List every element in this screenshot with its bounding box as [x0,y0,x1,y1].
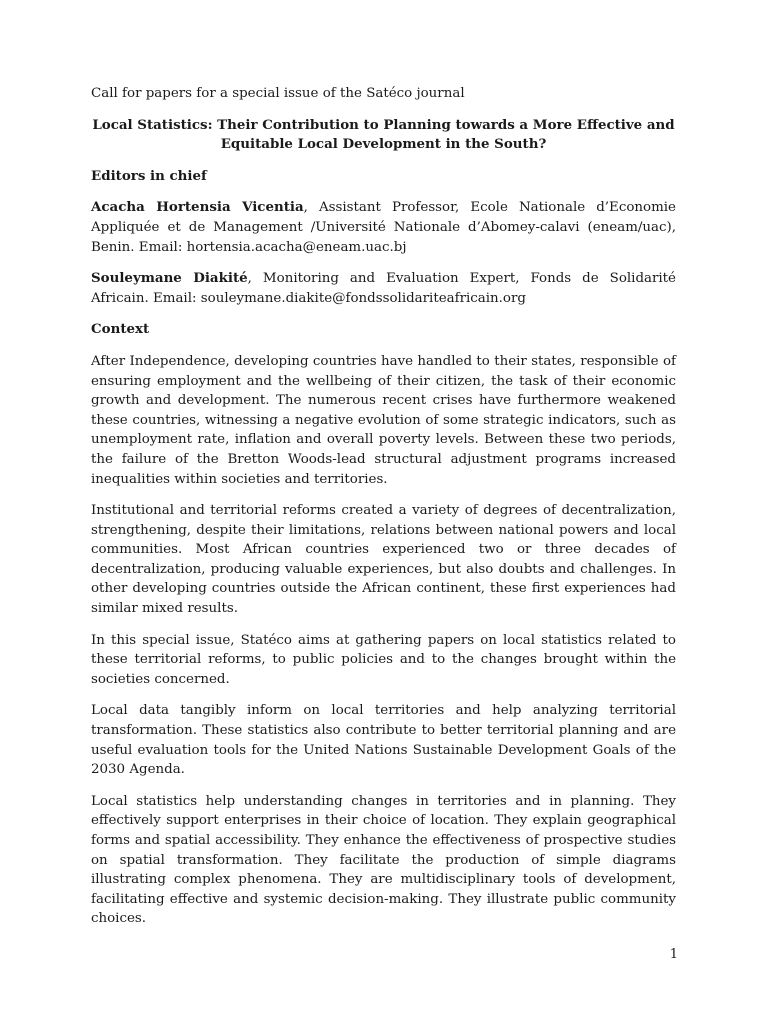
page-number: 1 [669,947,678,962]
editors-heading: Editors in chief [91,167,207,184]
title-line-1: Local Statistics: Their Contribution to Planning towards a More Effective and [92,116,675,133]
editor-name-2: Souleymane Diakité [91,270,248,287]
title-line-2: Equitable Local Development in the South? [220,136,547,153]
editor-details-2: , Monitoring and Evaluation Expert, Fonds de Solidarité Africain. Email: souleymane.diakite@fondssolidariteafricain.org [91,271,676,306]
document-page [91,84,676,941]
paragraph-3: In this special issue, Statéco aims at gathering papers on local statistics related to these territorial reforms, to public policies and to the changes brought within the societies concerned. [91,632,676,687]
document-title [91,116,676,155]
intro-line: Call for papers for a special issue of the Satéco journal [91,86,465,101]
editor-entry-1 [91,198,676,257]
paragraph-4: Local data tangibly inform on local territories and help analyzing territorial transformation. These statistics also contribute to better territorial planning and are useful evaluation tools for the United Nations Sustainable Development Goals of the 2030 Agenda. [91,703,676,778]
paragraph-5: Local statistics help understanding changes in territories and in planning. They effectively support enterprises in their choice of location. They explain geographical forms and spatial accessibility. They enhance the effectiveness of prospective studies on spatial transformation. They facilitate the production of simple diagrams illustrating complex phenomena. They are multidisciplinary tools of development, facilitating effective and systemic decision-making. They illustrate public community choices. [91,793,676,927]
paragraph-2: Institutional and territorial reforms created a variety of degrees of decentralization, strengthening, despite their limitations, relations between national powers and local communities. Most African countries experienced two or three decades of decentralization, producing valuable experiences, but also doubts and challenges. In other developing countries outside the African continent, these first experiences had similar mixed results. [91,503,676,617]
editor-entry-2 [91,269,676,308]
context-heading: Context [91,321,150,338]
paragraph-1: After Independence, developing countries have handled to their states, responsible of ensuring employment and the wellbeing of their citizen, the task of their economic growth and development. The numerous recent crises have furthermore weakened these countries, witnessing a negative evolution of some strategic indicators, such as unemployment rate, inflation and overall poverty levels. Between these two periods, the failure of the Bretton Woods-lead structural adjustment programs increased inequalities within societies and territories. [91,353,676,487]
editor-details-1: , Assistant Professor, Ecole Nationale d’Economie Appliquée et de Management /Université Nationale d’Abomey-calavi (eneam/uac), Benin. Email: hortensia.acacha@eneam.uac.bj [91,200,676,255]
editor-name-1: Acacha Hortensia Vicentia [91,199,304,216]
